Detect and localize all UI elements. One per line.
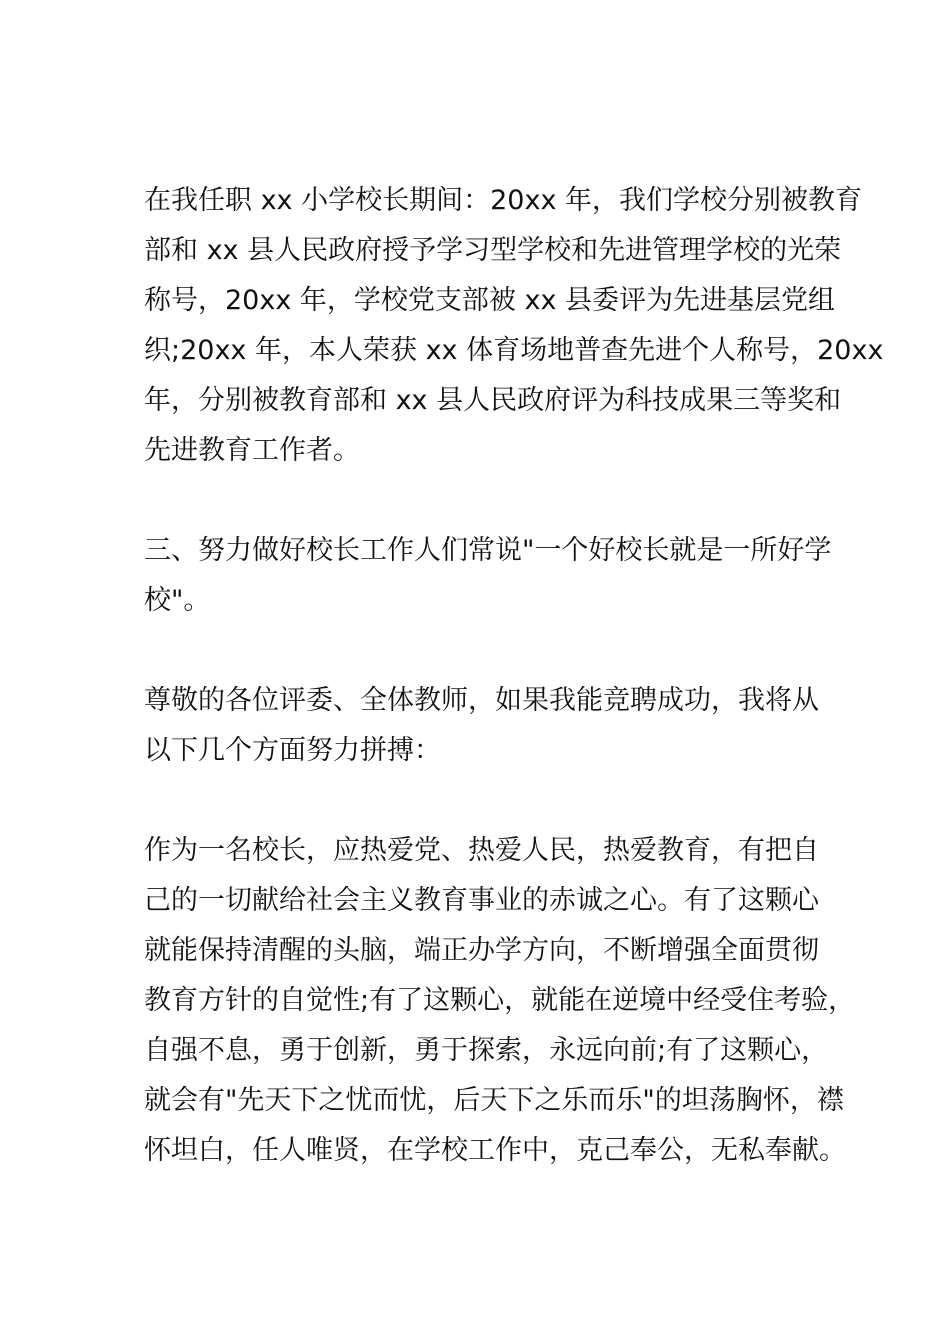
text-line: 部和 xx 县人民政府授予学习型学校和先进管理学校的光荣: [144, 235, 842, 266]
paragraph-section-heading: [144, 526, 832, 626]
document-body: [144, 176, 884, 1176]
text-line: 怀坦白，任人唯贤，在学校工作中，克己奉公，无私奉献。: [144, 1135, 846, 1166]
text-line: 就能保持清醒的头脑，端正办学方向，不断增强全面贯彻: [144, 935, 819, 966]
text-line: 称号，20xx 年，学校党支部被 xx 县委评为先进基层党组: [144, 285, 836, 316]
text-line: 己的一切献给社会主义教育事业的赤诚之心。有了这颗心: [144, 885, 819, 916]
text-line: 就会有"先天下之忧而忧，后天下之乐而乐"的坦荡胸怀，襟: [144, 1085, 844, 1116]
text-line: 尊敬的各位评委、全体教师，如果我能竞聘成功，我将从: [144, 685, 819, 716]
text-line: 年，分别被教育部和 xx 县人民政府评为科技成果三等奖和: [144, 385, 842, 416]
text-line: 在我任职 xx 小学校长期间：20xx 年，我们学校分别被教育: [144, 185, 863, 216]
text-line: 校"。: [144, 585, 211, 616]
text-line: 三、努力做好校长工作人们常说"一个好校长就是一所好学: [144, 535, 832, 566]
text-line: 自强不息，勇于创新，勇于探索，永远向前;有了这颗心，: [144, 1035, 829, 1066]
paragraph-commitment: [144, 826, 856, 1176]
text-line: 作为一名校长，应热爱党、热爱人民，热爱教育，有把自: [144, 835, 819, 866]
paragraph-address: [144, 676, 824, 776]
paragraph-spacer: [144, 476, 824, 526]
paragraph-spacer: [144, 626, 824, 676]
text-line: 织;20xx 年，本人荣获 xx 体育场地普查先进个人称号，20xx: [144, 335, 884, 366]
text-line: 教育方针的自觉性;有了这颗心，就能在逆境中经受住考验，: [144, 985, 856, 1016]
paragraph-spacer: [144, 776, 824, 826]
paragraph-achievements: [144, 176, 884, 476]
text-line: 先进教育工作者。: [144, 435, 360, 466]
text-line: 以下几个方面努力拼搏：: [144, 735, 441, 766]
